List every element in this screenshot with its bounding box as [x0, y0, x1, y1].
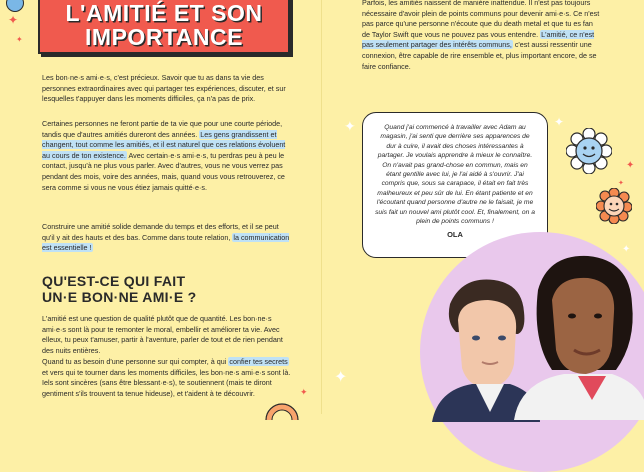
highlight-text: la communication est essentielle ! [42, 232, 290, 253]
sparkle-icon: ✦ [626, 160, 635, 171]
section-heading [42, 273, 302, 305]
heading-line-2: UN·E BON·NE AMI·E ? [42, 289, 197, 305]
sparkle-icon: ✦ [618, 180, 624, 187]
sparkle-icon: ✦ [300, 387, 308, 397]
smiley-flower-icon [566, 128, 612, 174]
sparkle-icon: ✦ [8, 13, 19, 27]
highlight-text: Les gens grandissent et changent, tout comme les amitiés, et il est naturel que ces relations évoluent au cours de ton existence. [42, 129, 286, 160]
page-title [38, 0, 290, 54]
title-line-1: L'AMITIÉ ET SON [65, 0, 263, 26]
right-page [322, 0, 644, 414]
smiley-flower-icon [596, 188, 632, 224]
testimonial-author: OLA [447, 230, 463, 240]
left-page [0, 0, 322, 414]
highlight-text: L'amitié, ce n'est pas seulement partager des intérêts communs, [362, 29, 595, 50]
sparkle-icon: ✦ [622, 244, 631, 255]
sparkle-icon: ✦ [344, 118, 356, 134]
testimonial-quote: Quand j'ai commencé à travailler avec Adam au magasin, j'ai senti que derrière ses apparences de dur à cuire, il avait des choses intéressantes à partager. Je voulais apprendre à mieux le connaître. On n'avait pas grand-chose en commun, mais en étant gentille avec lui, je l'ai aidé à s'ouvrir. J'ai compris que, sous sa carapace, il était en fait très malheureux et peu sûr de lui. En étant patiente et en l'écoutant quand personne d'autre ne le faisait, je me suis fait un nouvel ami plutôt cool. Et, finalement, on a plein de points communs ! [375, 124, 535, 226]
sparkle-icon: ✦ [16, 35, 23, 44]
highlight-text: confier tes secrets [229, 357, 288, 366]
heading-line-1: QU'EST-CE QUI FAIT [42, 273, 186, 289]
paragraph-communication: Construire une amitié solide demande du temps et des efforts, et il se peut qu'il y ait des hauts et des bas. Comme dans toute relation, la communication est essentielle ! [42, 222, 290, 253]
paragraph-secrets: Quand tu as besoin d'une personne sur qui compter, à qui confier tes secrets et vers qui te tourner dans les moments difficiles, les bon·ne·s ami·e·s sont là. Iels sont sincères (sans être blessant·e·s), te soutiennent (mais te diront gentiment s'ils trouvent ta tenue hideuse), et t'aident à te découvrir. [42, 357, 291, 398]
sparkle-icon: ✦ [554, 115, 565, 129]
intro-paragraph: Les bon·ne·s ami·e·s, c'est précieux. Savoir que tu as dans ta vie des personnes extraordinaires avec qui partager tes expériences, discuter, et sur lesquelles t'appuyer dans les moments difficiles, ça n'a pas de prix. [42, 73, 286, 104]
decorative-circle-icon [6, 0, 24, 12]
title-line-2: IMPORTANCE [85, 24, 243, 50]
paragraph-unexpected-friendship: Parfois, les amitiés naissent de manière inattendue. Il n'est pas toujours nécessaire d'avoir plein de points communs pour devenir ami·e·s. Ce n'est pas parce qu'une personne n'écoute que du death metal et que tu es fan de Taylor Swift que vous ne pouvez pas vous entendre. L'amitié, ce n'est pas seulement partager des intérêts communs, c'est aussi ressentir une connexion, être capable de rire ensemble et, plus important encore, de se faire confiance. [362, 0, 600, 71]
paragraph-friendships-change: Certaines personnes ne feront partie de ta vie que pour une courte période, tandis que d'autres amitiés dureront des années. Les gens grandissent et changent, tout comme les amitiés, et il est naturel que ces relations évoluent au cours de ton existence. Avec certain·e·s ami·e·s, tu perdras peu à peu le contact, jusqu'à ne plus vous parler. Avec d'autres, vous ne vous verrez pas pendant des mois, voire des années, mais, quand vous vous retrouverez, ce sera comme si vous ne vous étiez jamais quitté·e·s. [42, 119, 286, 192]
photo-person-right [508, 250, 644, 420]
paragraph-quality: L'amitié est une question de qualité plutôt que de quantité. Les bon·ne·s ami·e·s sont là pour te remonter le moral, embellir et améliorer ta vie. Avec elleux, tu peux t'amuser, partir à l'aventure, parler de tout et de rien pendant des nuits entières. [42, 314, 283, 355]
smiley-flower-icon [262, 400, 302, 420]
sparkle-icon: ✦ [334, 369, 348, 386]
